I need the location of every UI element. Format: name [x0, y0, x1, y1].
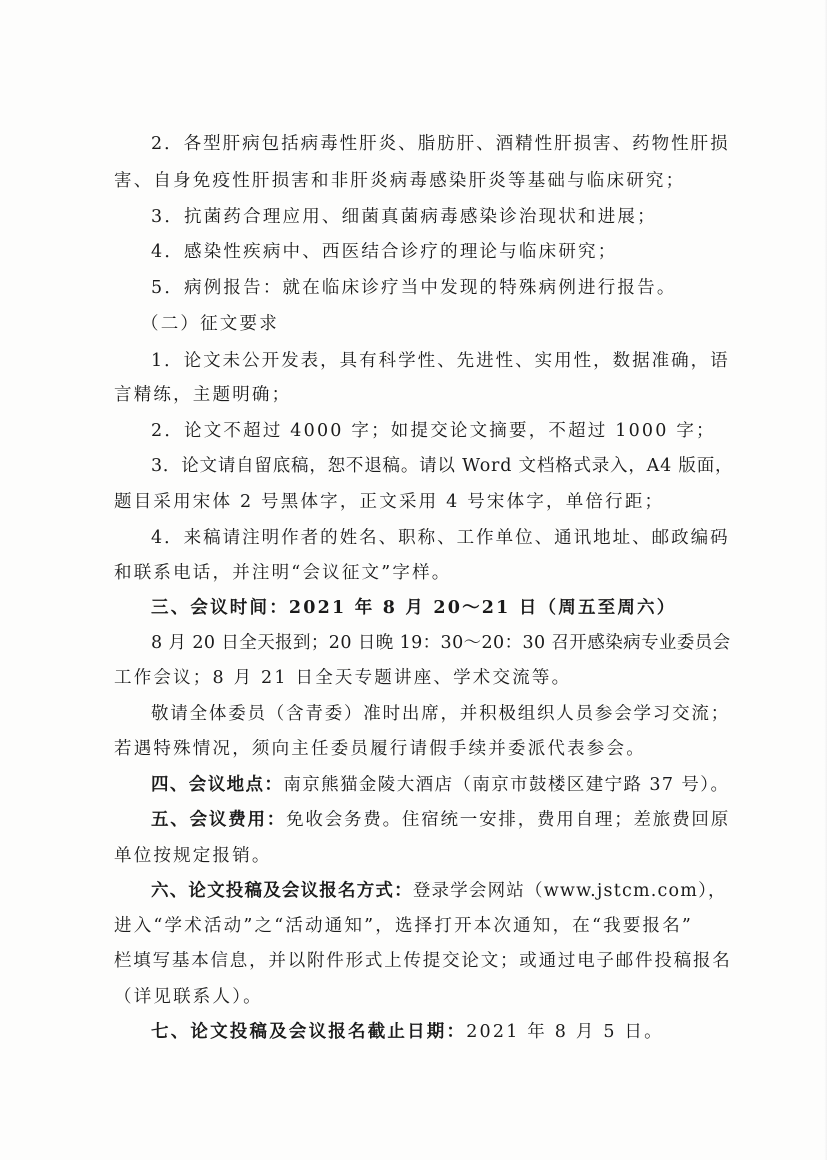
time-paragraph-1-line-1: 8 月 20 日全天报到；20 日晚 19：30～20：30 召开感染病专业委员会 — [151, 633, 731, 653]
fees-label: 五、会议费用： — [151, 810, 287, 830]
registration-text-line-1: 登录学会网站（www.jstcm.com）， — [412, 881, 727, 901]
deadline-line — [151, 1021, 664, 1043]
location-line — [151, 774, 729, 796]
requirement-item-3-line-1: 3．论文请自留底稿，恕不退稿。请以 Word 文档格式录入，A4 版面， — [151, 456, 734, 476]
deadline-text: 2021 年 8 月 5 日。 — [466, 1022, 664, 1042]
registration-text-line-4: （详见联系人）。 — [114, 987, 263, 1007]
topic-item-2-line-2: 害、自身免疫性肝损害和非肝炎病毒感染肝炎等基础与临床研究； — [114, 171, 686, 191]
fees-line-1 — [151, 809, 730, 831]
fees-text-line-1: 免收会务费。住宿统一安排，费用自理；差旅费回原 — [286, 810, 731, 830]
requirement-item-2: 2．论文不超过 4000 字；如提交论文摘要，不超过 1000 字； — [151, 421, 716, 441]
requirement-item-1-line-2: 言精练，主题明确； — [114, 385, 292, 405]
section-heading-time: 三、会议时间：2021 年 8 月 20～21 日（周五至周六） — [151, 598, 677, 618]
requirement-item-4-line-2: 和联系电话，并注明“会议征文”字样。 — [114, 563, 452, 583]
requirement-item-4-line-1: 4．来稿请注明作者的姓名、职称、工作单位、通讯地址、邮政编码 — [151, 528, 730, 548]
topic-item-3: 3．抗菌药合理应用、细菌真菌病毒感染诊治现状和进展； — [151, 207, 657, 227]
deadline-label: 七、论文投稿及会议报名截止日期： — [151, 1022, 467, 1042]
time-paragraph-1-line-2: 工作会议；8 月 21 日全天专题讲座、学术交流等。 — [114, 668, 572, 688]
registration-line-1 — [151, 880, 727, 902]
location-label: 四、会议地点： — [151, 775, 284, 795]
topic-item-2-line-1: 2．各型肝病包括病毒性肝炎、脂肪肝、酒精性肝损害、药物性肝损 — [151, 134, 730, 154]
requirement-item-1-line-1: 1．论文未公开发表，具有科学性、先进性、实用性，数据准确，语 — [151, 351, 730, 371]
location-text: 南京熊猫金陵大酒店（南京市鼓楼区建宁路 37 号）。 — [283, 775, 730, 795]
topic-item-4: 4．感染性疾病中、西医结合诊疗的理论与临床研究； — [151, 242, 618, 262]
registration-text-line-3: 栏填写基本信息，并以附件形式上传提交论文；或通过电子邮件投稿报名 — [114, 951, 732, 971]
registration-text-line-2: 进入“学术活动”之“活动通知”，选择打开本次通知，在“我要报名” — [114, 916, 694, 936]
section-heading-requirements: （二）征文要求 — [141, 314, 279, 334]
requirement-item-3-line-2: 题目采用宋体 2 号黑体字，正文采用 4 号宋体字，单倍行距； — [114, 492, 665, 512]
topic-item-5: 5．病例报告：就在临床诊疗当中发现的特殊病例进行报告。 — [151, 278, 677, 298]
registration-label: 六、论文投稿及会议报名方式： — [151, 881, 413, 901]
time-paragraph-2-line-2: 若遇特殊情况，须向主任委员履行请假手续并委派代表参会。 — [114, 739, 646, 759]
time-paragraph-2-line-1: 敬请全体委员（含青委）准时出席，并积极组织人员参会学习交流； — [151, 704, 730, 724]
fees-text-line-2: 单位按规定报销。 — [114, 846, 272, 866]
